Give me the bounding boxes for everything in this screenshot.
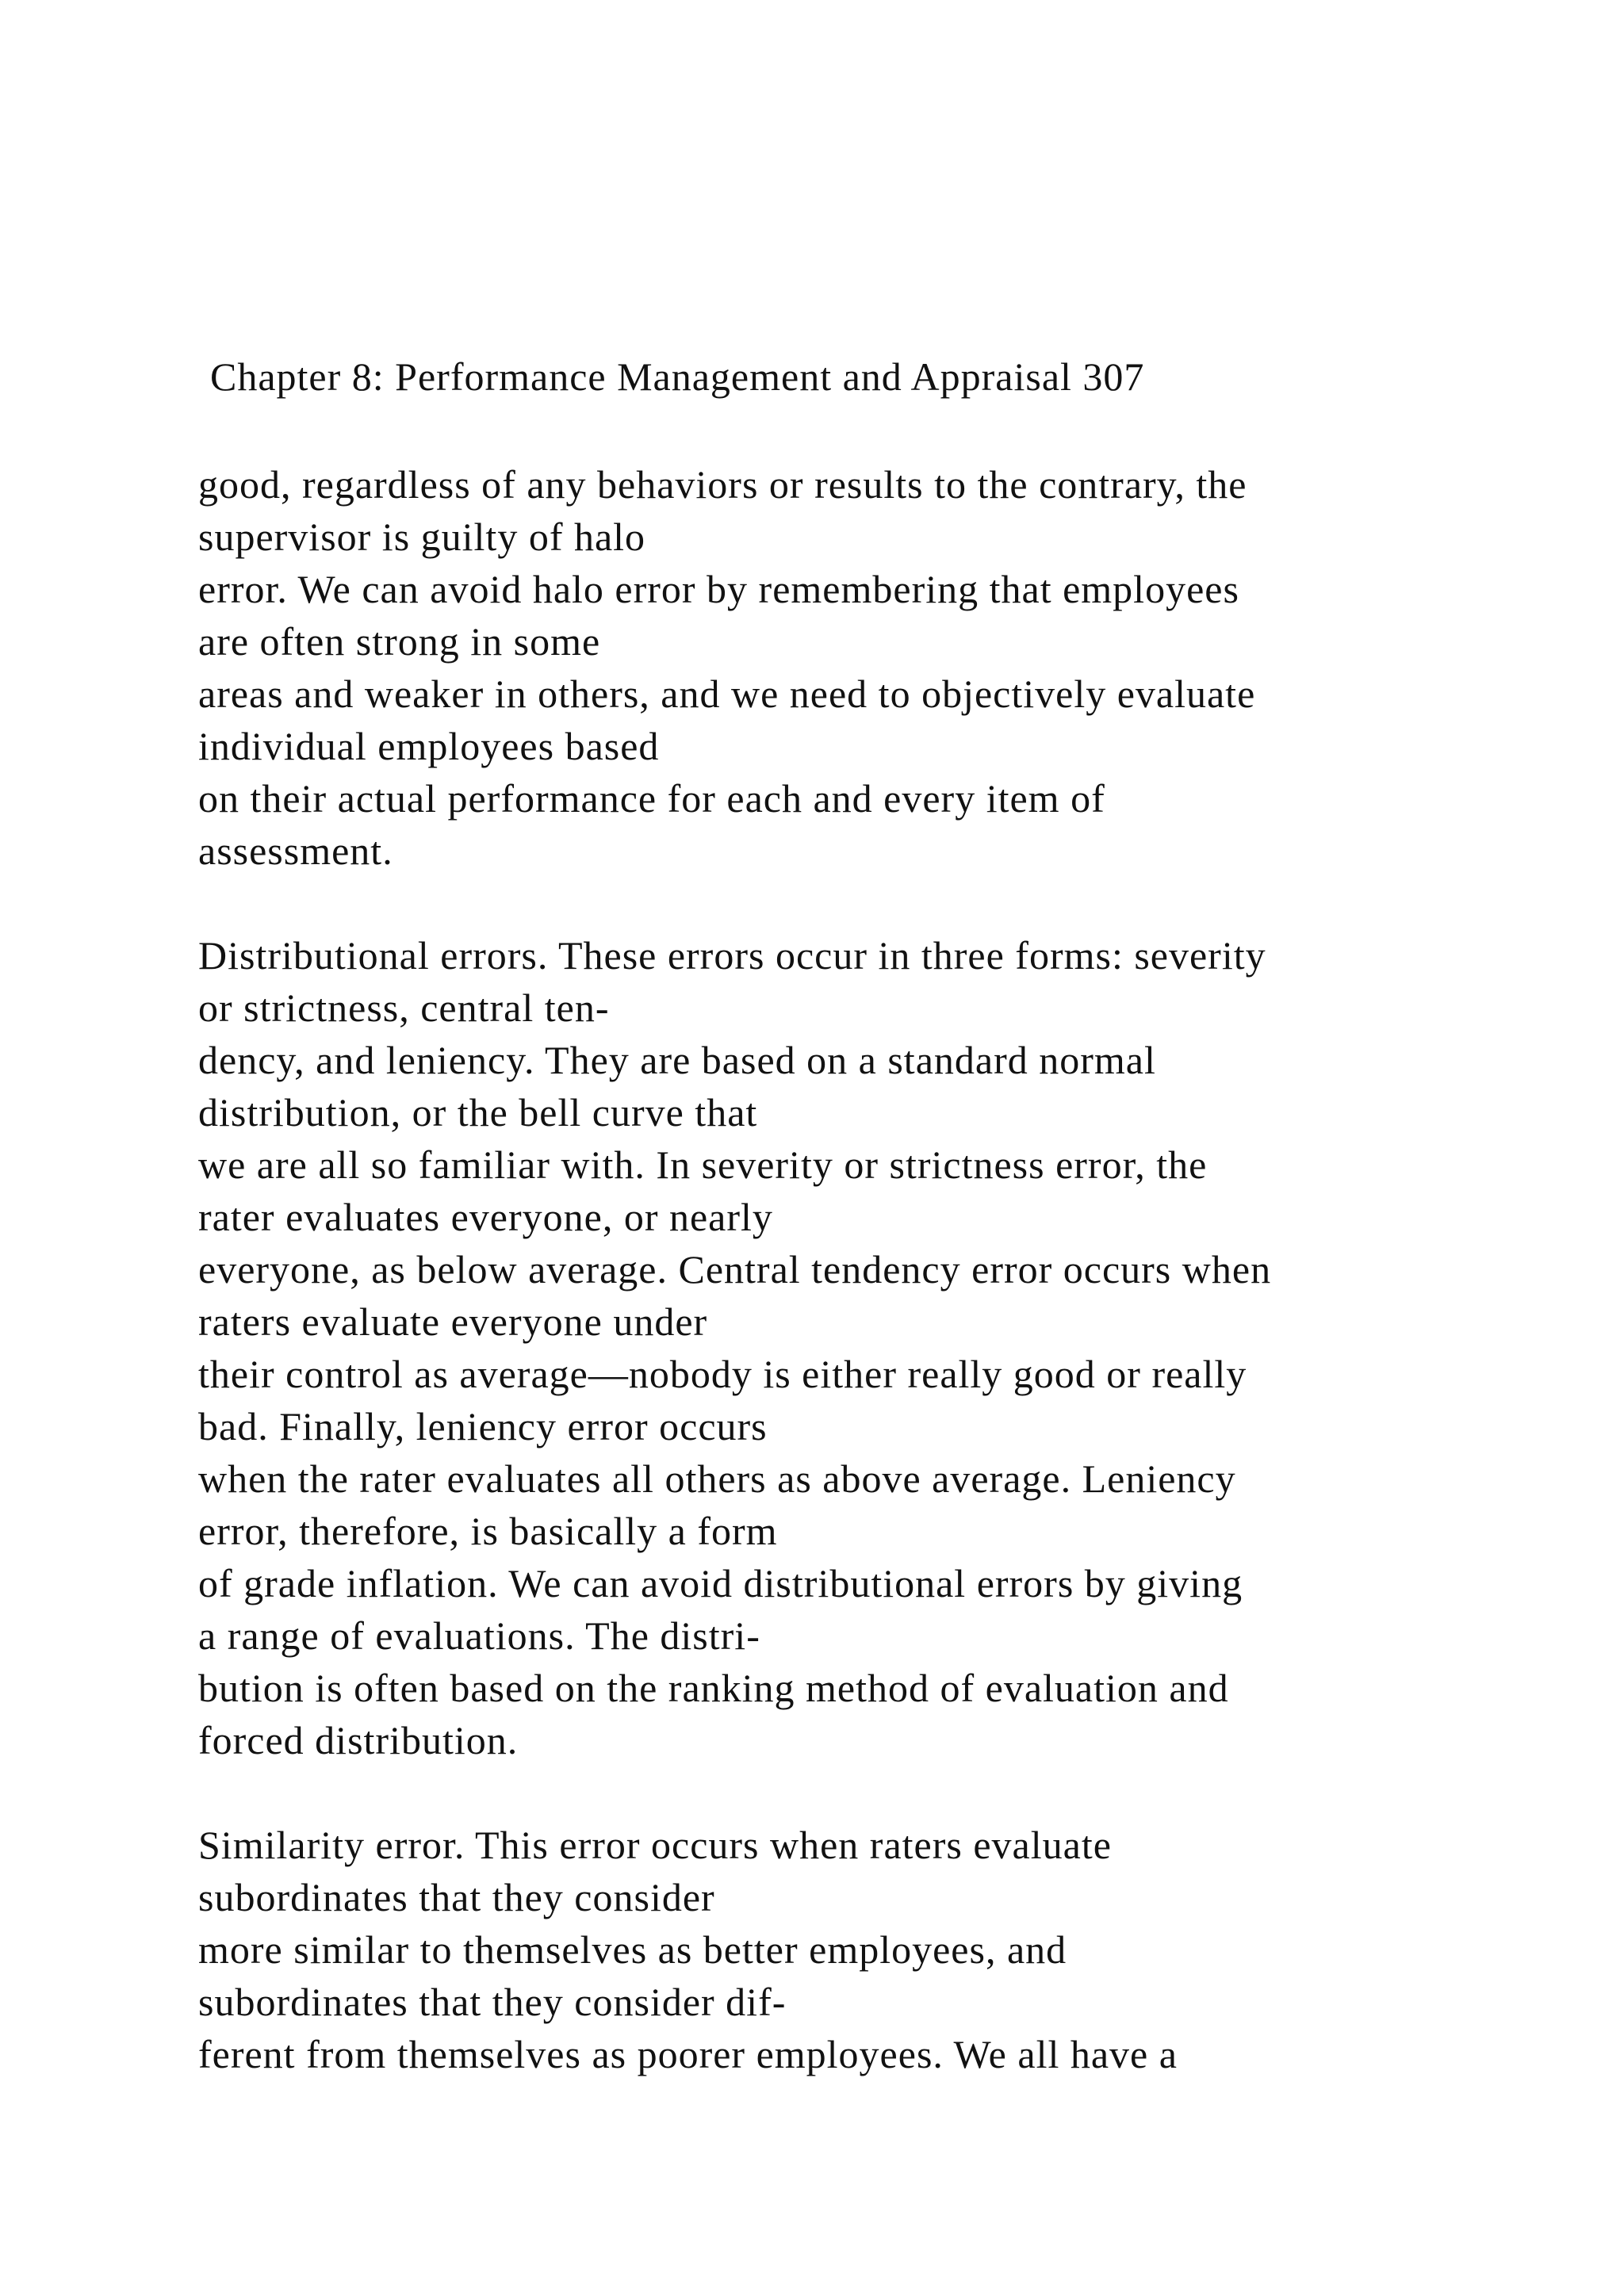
text-line: supervisor is guilty of halo <box>198 515 646 559</box>
text-line: of grade inflation. We can avoid distributional errors by giving <box>198 1561 1243 1605</box>
text-line: assessment. <box>198 828 393 873</box>
text-line: forced distribution. <box>198 1718 519 1762</box>
text-line: individual employees based <box>198 724 660 768</box>
text-line: more similar to themselves as better employees, and <box>198 1927 1067 1972</box>
text-line: are often strong in some <box>198 619 601 664</box>
text-line: ferent from themselves as poorer employees. We all have a <box>198 2032 1178 2076</box>
text-line: areas and weaker in others, and we need to objectively evaluate <box>198 672 1256 716</box>
body-text <box>198 458 1546 2133</box>
paragraph-halo-error <box>198 458 1546 877</box>
text-line: or strictness, central ten- <box>198 985 610 1030</box>
paragraph-similarity-error <box>198 1819 1546 2080</box>
text-line: error. We can avoid halo error by remembering that employees <box>198 567 1239 611</box>
text-line: subordinates that they consider <box>198 1875 715 1919</box>
text-line: their control as average—nobody is either really good or really <box>198 1352 1247 1396</box>
text-line: bution is often based on the ranking method of evaluation and <box>198 1666 1229 1710</box>
text-line: rater evaluates everyone, or nearly <box>198 1195 773 1239</box>
text-line: raters evaluate everyone under <box>198 1299 708 1344</box>
text-line: dency, and leniency. They are based on a standard normal <box>198 1038 1156 1082</box>
paragraph-distributional-errors <box>198 929 1546 1766</box>
text-line: Distributional errors. These errors occur in three forms: severity <box>198 933 1266 978</box>
text-line: good, regardless of any behaviors or results to the contrary, the <box>198 462 1247 507</box>
text-line: when the rater evaluates all others as above average. Leniency <box>198 1456 1236 1501</box>
running-head: Chapter 8: Performance Management and Appraisal 307 <box>210 354 1145 399</box>
text-line: on their actual performance for each and every item of <box>198 776 1105 821</box>
text-line: we are all so familiar with. In severity or strictness error, the <box>198 1142 1208 1187</box>
text-line: distribution, or the bell curve that <box>198 1090 758 1135</box>
text-line: Similarity error. This error occurs when raters evaluate <box>198 1823 1112 1867</box>
text-line: error, therefore, is basically a form <box>198 1509 778 1553</box>
text-line: bad. Finally, leniency error occurs <box>198 1404 768 1448</box>
text-line: a range of evaluations. The distri- <box>198 1613 760 1658</box>
text-line: subordinates that they consider dif- <box>198 1980 787 2024</box>
text-line: everyone, as below average. Central tendency error occurs when <box>198 1247 1272 1292</box>
